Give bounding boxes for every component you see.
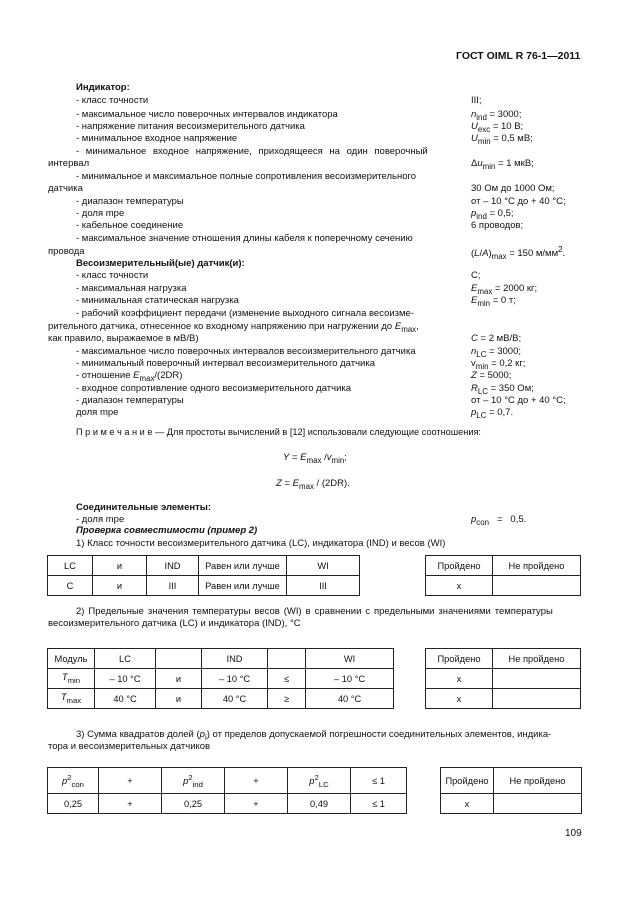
table-header: $p^2_{ind}$ [162,768,225,794]
table-header: + [99,768,162,794]
table-header: Модуль [48,649,95,669]
page-number: 109 [565,828,582,839]
table-cell: ≥ [268,689,306,709]
table-cell [494,794,582,814]
table-header: ≤ 1 [351,768,407,794]
table-cell: и [93,576,147,596]
connectors-title: Соединительные элементы: [76,502,212,513]
table-header: IND [202,649,268,669]
indicator-row-value: $U_{exc} = 10$ В; [471,121,524,134]
indicator-row-label: - диапазон температуры [76,196,184,207]
indicator-row-label: - напряжение питания весоизмерительного датчика [76,121,305,132]
loadcell-row-value: $E_{min} = 0$ т; [471,295,516,308]
loadcell-row-value: $R_{LC} = 350$ Ом; [471,383,534,396]
indicator-row-value: 30 Ом до 1000 Ом; [471,183,555,194]
table-header [268,649,306,669]
table-cell: 40 °C [306,689,394,709]
indicator-row-continuation: провода [48,246,85,257]
indicator-row-value: $p_{ind} = 0,5$; [471,208,514,221]
table-cell: III [287,576,360,596]
table-cell [493,669,581,689]
loadcell-row-continuation: как правило, выражаемое в мВ/В) [48,333,199,344]
indicator-row-label: - минимальное входное напряжение [76,133,238,144]
loadcell-row-label: - входное сопротивление одного весоизмерительного датчика [76,383,352,394]
indicator-title: Индикатор: [76,82,130,93]
check-item2-caption: 2) Предельные значения температуры весов (WI) в сравнении с предельными значениями температуры [76,606,553,617]
check-item1-caption: 1) Класс точности весоизмерительного датчика (LC), индикатора (IND) и весов (WI) [76,538,446,549]
table-cell: – 10 °C [306,669,394,689]
table-cell: 40 °C [95,689,156,709]
table-cell: – 10 °C [202,669,268,689]
loadcell-row-value: $n_{LC} = 3000$; [471,346,522,359]
table-header: Не пройдено [493,556,581,576]
check-item3-caption: тора и весоизмерительных датчиков [48,741,211,752]
table-cell: 0,49 [288,794,351,814]
pass-mark: x [441,794,494,814]
result-table-1 [425,555,581,596]
table-header: WI [306,649,394,669]
loadcell-row-label: доля mpe [76,407,119,418]
pass-mark: x [426,669,493,689]
indicator-row-value: 6 проводов; [471,220,524,231]
table-cell: IND [147,556,199,576]
table-cell: C [48,576,93,596]
connectors-row-value: $p_{con} = 0,5$. [471,514,527,527]
table-cell: – 10 °C [95,669,156,689]
table-cell: Равен или лучше [199,556,287,576]
table-cell: Равен или лучше [199,576,287,596]
loadcell-row-value: $v_{min} = 0,2$ кг; [471,358,526,371]
loadcell-row-label: - минимальная статическая нагрузка [76,295,239,306]
table-cell: + [225,794,288,814]
loadcell-row-value: от – 10 °C до + 40 °C; [471,395,566,406]
class-comparison-table [47,555,360,596]
loadcell-row-label: - диапазон температуры [76,395,184,406]
table-header: + [225,768,288,794]
table-cell: LC [48,556,93,576]
table-cell: ≤ 1 [351,794,407,814]
loadcell-row-value: Z = 5000; [471,370,512,381]
check-item2-caption: весоизмерительного датчика (LC) и индикатора (IND), °С [48,618,301,629]
loadcell-row-value: C = 2 мВ/В; [471,333,522,344]
check-item3-caption: 3) Сумма квадратов долей $(p_i)$ от пределов допускаемой погрешности соединительных элементов, индика- [76,729,552,742]
table-cell: 0,25 [48,794,99,814]
loadcell-row-label: - максимальная нагрузка [76,283,187,294]
loadcell-row-value: C; [471,270,481,281]
indicator-row-value: III; [471,95,482,106]
loadcell-row-label: - минимальный поверочный интервал весоизмерительного датчика [76,358,375,369]
table-cell: III [147,576,199,596]
note-formula: $Z = E_{max} / (2DR)$. [276,478,350,491]
result-table-2 [425,648,581,709]
loadcell-row-label: - класс точности [76,270,149,281]
table-header: LC [95,649,156,669]
loadcell-row-label: - отношение $E_{max}/(2DR)$ [76,370,183,383]
sum-squares-table [47,767,407,814]
indicator-row-label: - максимальное значение отношения длины кабеля к поперечному сечению [76,233,413,244]
pass-mark: x [426,576,493,596]
indicator-row-value: $U_{min} = 0,5$ мВ; [471,133,533,146]
table-header: Пройдено [426,649,493,669]
table-header: Не пройдено [493,649,581,669]
loadcell-row-label: - максимальное число поверочных интервалов весоизмерительного датчика [76,346,416,357]
table-header: Пройдено [426,556,493,576]
table-cell [493,689,581,709]
check-title: Проверка совместимости (пример 2) [76,525,258,536]
indicator-row-value: $\Delta u_{min} = 1$ мкВ; [471,158,534,171]
table-cell: ≤ [268,669,306,689]
table-header: $p^2_{con}$ [48,768,99,794]
table-header: Пройдено [441,768,494,794]
note-formula: $Y = E_{max}$ $/v_{min}$; [283,452,347,465]
table-cell: 40 °C [202,689,268,709]
indicator-row-label: - доля mpe [76,208,125,219]
loadcell-row-value: $E_{max} = 2000$ кг; [471,283,538,296]
table-cell: и [156,689,202,709]
table-header [156,649,202,669]
table-cell: и [93,556,147,576]
table-cell: $T_{max}$ [48,689,95,709]
table-cell: 0,25 [162,794,225,814]
loadcell-row-continuation: рительного датчика, отнесенное ко входному напряжению при нагружении до $E_{max}$, [48,321,419,334]
note-text: П р и м е ч а н и е — Для простоты вычислений в [12] использовали следующие соотношения: [76,427,481,437]
table-cell: + [99,794,162,814]
result-table-3 [440,767,582,814]
table-cell: и [156,669,202,689]
table-cell: WI [287,556,360,576]
connectors-row-label: - доля mpe [76,514,125,525]
table-cell: $T_{min}$ [48,669,95,689]
document-id: ГОСТ OIML R 76-1—2011 [456,50,581,62]
indicator-row-continuation: датчика [48,183,83,194]
pass-mark: x [426,689,493,709]
indicator-row-label: - максимальное число поверочных интервалов индикатора [76,109,338,120]
indicator-row-continuation: интервал [48,158,90,169]
indicator-row-value: $n_{ind} = 3000$; [471,109,522,122]
temperature-table [47,648,394,709]
table-header: $p^2_{LC}$ [288,768,351,794]
indicator-row-label: - класс точности [76,95,149,106]
table-header: Не пройдено [494,768,582,794]
loadcell-row-label: - рабочий коэффициент передачи (изменение выходного сигнала весоизме- [76,308,415,319]
loadcell-row-value: $p_{LC} = 0,7$. [471,407,514,420]
indicator-row-label: - минимальное и максимальное полные сопротивления весоизмерительного [76,171,417,182]
indicator-row-value: от – 10 °C до + 40 °C; [471,196,566,207]
table-cell [493,576,581,596]
indicator-row-value: $(L/A)_{max} = 150$ $м/мм^2$. [471,245,566,262]
indicator-row-label: - кабельное соединение [76,220,184,231]
loadcell-title: Весоизмерительный(ые) датчик(и): [76,258,245,269]
indicator-row-label: - минимальное входное напряжение, приходящееся на один поверочный [76,146,428,157]
